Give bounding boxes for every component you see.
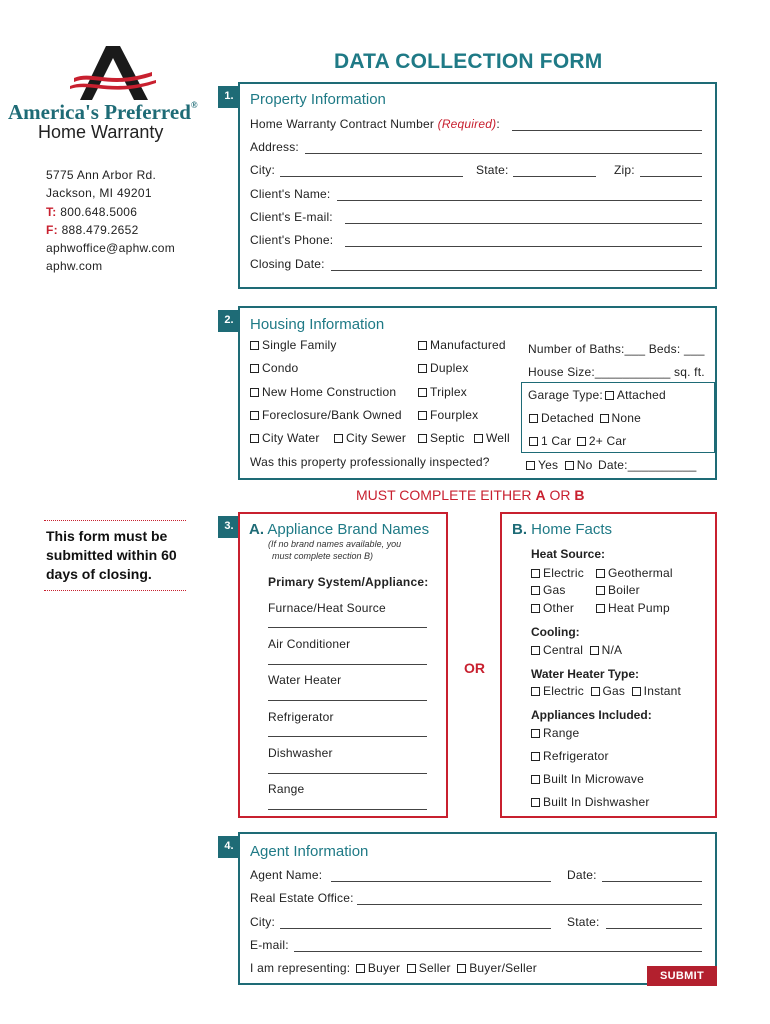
microwave-checkbox[interactable] (531, 775, 540, 784)
zip-label: Zip: (614, 163, 635, 177)
contract-label: Home Warranty Contract Number (250, 117, 435, 131)
one-car-checkbox[interactable] (529, 437, 538, 446)
appliance-5-field[interactable] (268, 809, 427, 810)
boiler-checkbox[interactable] (596, 586, 605, 595)
client-email-field[interactable] (345, 223, 702, 224)
condo-label: Condo (262, 361, 299, 375)
section-1-title: Property Information (250, 91, 386, 108)
appliance-3-field[interactable] (268, 736, 427, 737)
refrigerator-label: Refrigerator (543, 749, 609, 763)
garage-type-label: Garage Type: (528, 388, 603, 402)
no-label: No (576, 458, 593, 472)
inspection-date-field[interactable]: Date:__________ (598, 458, 697, 472)
cooling-central-label: Central (543, 643, 584, 657)
zip-field[interactable] (640, 176, 702, 177)
state-field[interactable] (513, 176, 596, 177)
contact-email[interactable]: aphwoffice@aphw.com (46, 241, 176, 256)
tel-label: T: (46, 204, 57, 219)
agent-date-field[interactable] (602, 881, 702, 882)
logo-reg: ® (190, 100, 198, 110)
well-checkbox[interactable] (474, 434, 483, 443)
geothermal-label: Geothermal (608, 566, 673, 580)
section-2-title: Housing Information (250, 316, 385, 333)
client-phone-field[interactable] (345, 246, 702, 247)
office-field[interactable] (357, 904, 702, 905)
water-heater-label: Water Heater Type: (531, 667, 640, 681)
state-label: State: (476, 163, 509, 177)
representing-label: I am representing: (250, 961, 351, 975)
fourplex-label: Fourplex (430, 408, 479, 422)
contact-tel: 800.648.5006 (60, 204, 138, 219)
baths-beds-field[interactable]: Number of Baths:___ Beds: ___ (528, 342, 705, 356)
refrigerator-checkbox[interactable] (531, 752, 540, 761)
heat-other-checkbox[interactable] (531, 604, 540, 613)
agent-city-field[interactable] (280, 928, 551, 929)
buyer-seller-checkbox[interactable] (457, 964, 466, 973)
triplex-checkbox[interactable] (418, 388, 427, 397)
single-family-checkbox[interactable] (250, 341, 259, 350)
attached-label: Attached (616, 388, 666, 402)
notice-top-rule (44, 520, 186, 521)
seller-checkbox[interactable] (407, 964, 416, 973)
heat-source-label: Heat Source: (531, 547, 606, 561)
must-complete-b: B (574, 487, 585, 503)
notice-text: This form must be submitted within 60 days of closing. (46, 528, 177, 582)
city-water-label: City Water (262, 431, 320, 445)
seller-label: Seller (418, 961, 451, 975)
heat-electric-label: Electric (543, 566, 584, 580)
inspected-no-checkbox[interactable] (565, 461, 574, 470)
heat-other-label: Other (543, 601, 575, 615)
septic-label: Septic (430, 431, 465, 445)
new-home-checkbox[interactable] (250, 388, 259, 397)
city-sewer-checkbox[interactable] (334, 434, 343, 443)
appliance-0-field[interactable] (268, 627, 427, 628)
inspected-label: Was this property professionally inspected? (250, 455, 490, 469)
city-label: City: (250, 163, 275, 177)
two-car-label: 2+ Car (588, 434, 627, 448)
wh-electric-label: Electric (543, 684, 584, 698)
appliances-included-label: Appliances Included: (531, 708, 652, 722)
must-complete-or: OR (545, 487, 575, 503)
wh-gas-label: Gas (602, 684, 626, 698)
section-3b-title: Home Facts (531, 521, 613, 538)
single-family-label: Single Family (262, 338, 337, 352)
none-checkbox[interactable] (600, 414, 609, 423)
closing-date-field[interactable] (331, 270, 702, 271)
triplex-label: Triplex (430, 385, 467, 399)
dishwasher-checkbox[interactable] (531, 798, 540, 807)
range-checkbox[interactable] (531, 729, 540, 738)
two-car-checkbox[interactable] (577, 437, 586, 446)
section-3a-note-2: must complete section B) (272, 551, 374, 561)
appliance-4-field[interactable] (268, 773, 427, 774)
manufactured-checkbox[interactable] (418, 341, 427, 350)
wh-electric-checkbox[interactable] (531, 687, 540, 696)
agent-city-label: City: (250, 915, 275, 929)
section-2-number: 2. (218, 310, 240, 332)
buyer-label: Buyer (367, 961, 401, 975)
agent-name-field[interactable] (331, 881, 551, 882)
logo-mark-icon (68, 44, 158, 102)
foreclosure-label: Foreclosure/Bank Owned (262, 408, 402, 422)
fourplex-checkbox[interactable] (418, 411, 427, 420)
must-complete-prefix: MUST COMPLETE EITHER (356, 487, 536, 503)
appliance-3-label: Refrigerator (268, 710, 334, 724)
must-complete-a: A (535, 487, 546, 503)
client-email-label: Client's E-mail: (250, 210, 333, 224)
yes-label: Yes (538, 458, 559, 472)
closing-date-label: Closing Date: (250, 257, 325, 271)
contract-field[interactable] (512, 130, 702, 131)
heat-electric-checkbox[interactable] (531, 569, 540, 578)
primary-label: Primary System/Appliance: (268, 575, 429, 589)
appliance-2-label: Water Heater (268, 673, 342, 687)
one-car-label: 1 Car (541, 434, 572, 448)
heat-gas-label: Gas (543, 583, 566, 597)
agent-email-label: E-mail: (250, 938, 289, 952)
buyer-checkbox[interactable] (356, 964, 365, 973)
form-title: DATA COLLECTION FORM (334, 50, 603, 73)
appliance-4-label: Dishwasher (268, 746, 333, 760)
fax-label: F: (46, 222, 58, 237)
detached-label: Detached (541, 411, 594, 425)
section-3a-note-1: (If no brand names available, you (268, 539, 402, 549)
condo-checkbox[interactable] (250, 364, 259, 373)
heat-pump-label: Heat Pump (608, 601, 670, 615)
inspected-yes-checkbox[interactable] (526, 461, 535, 470)
detached-checkbox[interactable] (529, 414, 538, 423)
section-3-number: 3. (218, 516, 240, 538)
buyer-seller-label: Buyer/Seller (469, 961, 537, 975)
none-label: None (611, 411, 642, 425)
city-water-checkbox[interactable] (250, 434, 259, 443)
section-3a-letter: A. (249, 521, 264, 538)
cooling-central-checkbox[interactable] (531, 646, 540, 655)
client-phone-label: Client's Phone: (250, 233, 334, 247)
agent-email-field[interactable] (294, 951, 702, 952)
appliance-1-label: Air Conditioner (268, 637, 351, 651)
well-label: Well (486, 431, 510, 445)
microwave-label: Built In Microwave (543, 772, 644, 786)
new-home-label: New Home Construction (262, 385, 397, 399)
attached-checkbox[interactable] (605, 391, 614, 400)
address-field[interactable] (305, 153, 702, 154)
contact-street: 5775 Ann Arbor Rd. (46, 168, 157, 182)
appliance-1-field[interactable] (268, 664, 427, 665)
city-field[interactable] (280, 176, 463, 177)
boiler-label: Boiler (608, 583, 640, 597)
section-1-number: 1. (218, 86, 240, 108)
section-4-number: 4. (218, 836, 240, 858)
cooling-na-label: N/A (601, 643, 623, 657)
address-label: Address: (250, 140, 299, 154)
appliance-0-label: Furnace/Heat Source (268, 601, 386, 615)
office-label: Real Estate Office: (250, 891, 354, 905)
section-3b-letter: B. (512, 521, 527, 538)
logo-brand: America's Preferred (8, 100, 191, 124)
agent-date-label: Date: (567, 868, 597, 882)
notice-bottom-rule (44, 590, 186, 591)
client-name-label: Client's Name: (250, 187, 331, 201)
agent-name-label: Agent Name: (250, 868, 323, 882)
cooling-label: Cooling: (531, 625, 580, 639)
city-sewer-label: City Sewer (346, 431, 407, 445)
appliance-2-field[interactable] (268, 700, 427, 701)
or-label: OR (464, 660, 485, 676)
manufactured-label: Manufactured (430, 338, 506, 352)
logo-sub: Home Warranty (38, 122, 164, 142)
logo (8, 44, 208, 144)
range-label: Range (543, 726, 580, 740)
required-label: (Required) (437, 117, 497, 131)
duplex-checkbox[interactable] (418, 364, 427, 373)
contact-fax: 888.479.2652 (61, 222, 139, 237)
dishwasher-label: Built In Dishwasher (543, 795, 650, 809)
section-4-title: Agent Information (250, 843, 369, 860)
duplex-label: Duplex (430, 361, 469, 375)
cooling-na-checkbox[interactable] (590, 646, 599, 655)
foreclosure-checkbox[interactable] (250, 411, 259, 420)
contact-block (46, 166, 175, 276)
contact-web[interactable]: aphw.com (46, 259, 103, 274)
client-name-field[interactable] (337, 200, 702, 201)
wh-instant-checkbox[interactable] (632, 687, 641, 696)
contact-city: Jackson, MI 49201 (46, 186, 152, 201)
septic-checkbox[interactable] (418, 434, 427, 443)
house-size-field[interactable]: House Size:___________ sq. ft. (528, 365, 705, 379)
heat-pump-checkbox[interactable] (596, 604, 605, 613)
agent-state-field[interactable] (606, 928, 702, 929)
contract-colon: : (496, 117, 500, 131)
must-complete-banner (356, 487, 584, 503)
submit-button[interactable]: SUBMIT (647, 966, 717, 986)
geothermal-checkbox[interactable] (596, 569, 605, 578)
wh-instant-label: Instant (643, 684, 682, 698)
appliance-5-label: Range (268, 782, 305, 796)
section-3a-title: Appliance Brand Names (267, 521, 430, 538)
heat-gas-checkbox[interactable] (531, 586, 540, 595)
agent-state-label: State: (567, 915, 600, 929)
wh-gas-checkbox[interactable] (591, 687, 600, 696)
